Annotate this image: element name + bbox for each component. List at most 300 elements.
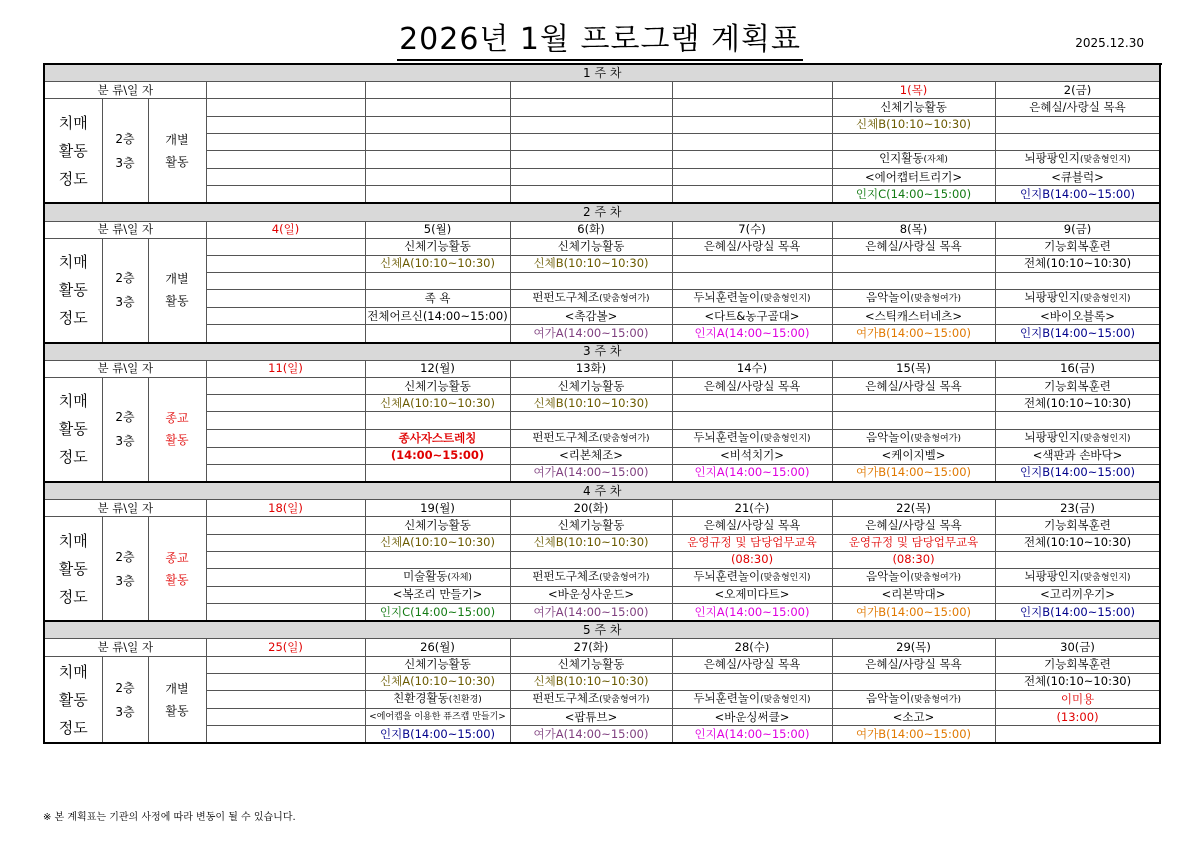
schedule-cell xyxy=(995,150,1160,168)
category-date-header: 분 류\일 자 xyxy=(44,82,206,99)
program-text: 신체B(10:10~10:30) xyxy=(533,256,649,271)
schedule-cell xyxy=(995,709,1160,726)
schedule-cell xyxy=(365,464,510,482)
program-text: 은혜실/사랑실 목욕 xyxy=(703,378,801,393)
activity-type-line: 종교 xyxy=(165,411,189,426)
activity-type-line: 활동 xyxy=(165,572,189,587)
program-text: 전체(10:10~10:30) xyxy=(1023,674,1132,689)
week-label: 5 주 차 xyxy=(44,621,1160,639)
schedule-cell xyxy=(206,395,365,412)
schedule-cell xyxy=(510,534,672,551)
schedule-cell xyxy=(672,378,832,395)
program-text: 친환경활동 xyxy=(393,691,449,705)
schedule-cell xyxy=(510,726,672,744)
schedule-cell xyxy=(510,168,672,185)
schedule-cell xyxy=(510,604,672,622)
schedule-row xyxy=(44,99,1160,116)
day-label: 6(화) xyxy=(510,221,672,238)
schedule-cell xyxy=(995,238,1160,255)
program-text: <소고> xyxy=(892,709,935,724)
week-label: 2 주 차 xyxy=(44,203,1160,221)
week-header-row xyxy=(44,482,1160,500)
activity-type-line: 활동 xyxy=(165,433,189,448)
program-text: 전체(10:10~10:30) xyxy=(1023,395,1132,410)
schedule-cell xyxy=(365,168,510,185)
schedule-cell xyxy=(206,133,365,150)
schedule-cell xyxy=(365,150,510,168)
schedule-cell xyxy=(365,568,510,586)
schedule-row xyxy=(44,673,1160,690)
schedule-cell xyxy=(510,186,672,204)
schedule-row xyxy=(44,429,1160,447)
schedule-cell xyxy=(672,116,832,133)
schedule-table xyxy=(43,63,1161,744)
program-text: 인지C(14:00~15:00) xyxy=(379,604,496,619)
category-line: 정도 xyxy=(58,587,88,606)
day-label: 16(금) xyxy=(995,360,1160,377)
program-text: 두뇌훈련놀이 xyxy=(693,691,761,705)
schedule-row xyxy=(44,290,1160,308)
page-title-text: 2026년 1월 프로그램 계획표 xyxy=(397,22,803,61)
schedule-cell xyxy=(365,255,510,272)
schedule-cell xyxy=(365,447,510,464)
day-label: 11(일) xyxy=(206,360,365,377)
schedule-cell xyxy=(672,517,832,534)
program-text: <색판과 손바닥> xyxy=(1032,448,1123,463)
schedule-cell xyxy=(832,691,995,709)
program-text: 전체(10:10~10:30) xyxy=(1023,256,1132,271)
day-label: 5(월) xyxy=(365,221,510,238)
schedule-cell xyxy=(365,604,510,622)
schedule-cell xyxy=(206,99,365,116)
schedule-cell xyxy=(365,273,510,290)
schedule-cell xyxy=(672,150,832,168)
program-text: 신체기능활동 xyxy=(557,239,625,254)
schedule-cell xyxy=(832,709,995,726)
schedule-row xyxy=(44,412,1160,429)
category-line: 치매 xyxy=(58,531,88,550)
schedule-cell xyxy=(365,99,510,116)
schedule-cell xyxy=(672,412,832,429)
schedule-cell xyxy=(510,464,672,482)
schedule-cell xyxy=(995,378,1160,395)
schedule-cell xyxy=(206,568,365,586)
floor-label xyxy=(102,99,148,203)
program-text: 인지A(14:00~15:00) xyxy=(694,465,810,480)
schedule-cell xyxy=(672,395,832,412)
program-text: 여가B(14:00~15:00) xyxy=(856,326,971,341)
program-text: 기능회복훈련 xyxy=(1044,657,1111,672)
schedule-cell xyxy=(365,186,510,204)
schedule-cell xyxy=(510,255,672,272)
category-date-header: 분 류\일 자 xyxy=(44,500,206,517)
program-text: 음악놀이 xyxy=(866,290,911,305)
day-label: 8(목) xyxy=(832,221,995,238)
schedule-cell xyxy=(206,551,365,568)
schedule-cell xyxy=(672,586,832,603)
schedule-cell xyxy=(206,604,365,622)
schedule-row xyxy=(44,726,1160,744)
program-text: 여가A(14:00~15:00) xyxy=(533,604,649,619)
schedule-cell xyxy=(995,691,1160,709)
floor-label xyxy=(102,656,148,743)
day-label: 7(수) xyxy=(672,221,832,238)
schedule-cell xyxy=(206,726,365,744)
day-label: 21(수) xyxy=(672,500,832,517)
program-text: 운영규정 및 담당업무교육 xyxy=(687,535,817,550)
schedule-cell xyxy=(510,656,672,673)
day-label: 29(목) xyxy=(832,639,995,656)
schedule-cell xyxy=(832,586,995,603)
schedule-cell xyxy=(832,150,995,168)
schedule-cell xyxy=(832,168,995,185)
program-text: 펀펀도구체조 xyxy=(532,691,600,705)
schedule-cell xyxy=(206,656,365,673)
schedule-cell xyxy=(365,656,510,673)
category-line: 치매 xyxy=(58,392,88,411)
schedule-cell xyxy=(510,238,672,255)
activity-type-label xyxy=(148,656,206,743)
day-header-row xyxy=(44,639,1160,656)
category-line: 치매 xyxy=(58,113,88,132)
schedule-cell xyxy=(672,534,832,551)
schedule-cell xyxy=(995,133,1160,150)
category-line: 활동 xyxy=(58,281,88,300)
program-text: 인지B(14:00~15:00) xyxy=(380,726,495,741)
schedule-cell xyxy=(672,133,832,150)
footnote: ※ 본 계획표는 기관의 사정에 따라 변동이 될 수 있습니다. xyxy=(43,812,296,823)
floor-line: 3층 xyxy=(115,573,135,588)
week-label: 1 주 차 xyxy=(44,64,1160,82)
program-tag: (맞춤형여가) xyxy=(910,294,961,305)
schedule-cell xyxy=(365,133,510,150)
schedule-cell xyxy=(995,551,1160,568)
schedule-cell xyxy=(832,116,995,133)
schedule-cell xyxy=(995,429,1160,447)
program-text: (08:30) xyxy=(892,552,935,567)
schedule-cell xyxy=(672,551,832,568)
schedule-cell xyxy=(510,325,672,343)
program-tag: (맞춤형인지) xyxy=(1080,572,1131,583)
schedule-cell xyxy=(206,673,365,690)
program-text: 은혜실/사랑실 목욕 xyxy=(865,378,962,393)
schedule-cell xyxy=(510,273,672,290)
program-text: 신체B(10:10~10:30) xyxy=(533,395,649,410)
program-text: 은혜실/사랑실 목욕 xyxy=(703,657,801,672)
activity-type-label xyxy=(148,517,206,621)
program-tag: (맞춤형여가) xyxy=(910,433,961,444)
floor-line: 3층 xyxy=(115,434,135,449)
floor-line: 2층 xyxy=(115,680,135,695)
program-text: <케이지벨> xyxy=(881,448,946,463)
schedule-cell xyxy=(206,534,365,551)
schedule-cell xyxy=(995,517,1160,534)
program-text: 인지B(14:00~15:00) xyxy=(1020,326,1135,341)
day-label: 1(목) xyxy=(832,82,995,99)
floor-label xyxy=(102,378,148,482)
program-text: 신체A(10:10~10:30) xyxy=(380,674,495,689)
activity-type-label xyxy=(148,378,206,482)
schedule-row xyxy=(44,464,1160,482)
schedule-cell xyxy=(672,325,832,343)
schedule-cell xyxy=(510,308,672,325)
schedule-cell xyxy=(995,273,1160,290)
schedule-cell xyxy=(672,604,832,622)
program-tag: (자체) xyxy=(923,154,948,165)
program-text: 인지B(14:00~15:00) xyxy=(1020,186,1135,201)
schedule-row xyxy=(44,517,1160,534)
schedule-cell xyxy=(510,447,672,464)
schedule-cell xyxy=(832,447,995,464)
program-text: 인지A(14:00~15:00) xyxy=(694,326,810,341)
program-text: 펀펀도구체조 xyxy=(532,568,600,583)
schedule-cell xyxy=(206,412,365,429)
program-tag: (맞춤형인지) xyxy=(1080,433,1131,444)
schedule-cell xyxy=(832,133,995,150)
program-tag: (맞춤형여가) xyxy=(910,695,961,705)
day-label: 12(월) xyxy=(365,360,510,377)
schedule-cell xyxy=(995,656,1160,673)
program-text: 신체A(10:10~10:30) xyxy=(380,535,495,550)
schedule-row xyxy=(44,534,1160,551)
day-header-row xyxy=(44,360,1160,377)
schedule-cell xyxy=(672,656,832,673)
category-line: 치매 xyxy=(58,253,88,272)
schedule-cell xyxy=(206,116,365,133)
program-text: 은혜실/사랑실 목욕 xyxy=(703,517,801,532)
category-date-header: 분 류\일 자 xyxy=(44,221,206,238)
program-text: <바운싱사운드> xyxy=(548,587,634,602)
schedule-cell xyxy=(365,429,510,447)
program-tag: (맞춤형인지) xyxy=(1080,294,1131,305)
schedule-cell xyxy=(832,429,995,447)
schedule-cell xyxy=(832,726,995,744)
program-text: 뇌팡팡인지 xyxy=(1024,290,1081,305)
category-line: 활동 xyxy=(58,690,88,709)
schedule-row xyxy=(44,133,1160,150)
program-text: 신체B(10:10~10:30) xyxy=(856,117,971,132)
program-tag: (맞춤형여가) xyxy=(599,695,650,705)
program-tag: (맞춤형여가) xyxy=(599,572,650,583)
schedule-cell xyxy=(995,673,1160,690)
program-tag: (맞춤형인지) xyxy=(760,433,811,444)
activity-type-label xyxy=(148,99,206,203)
schedule-cell xyxy=(206,325,365,343)
program-text: 신체기능활동 xyxy=(404,378,471,393)
schedule-cell xyxy=(672,447,832,464)
program-text: 두뇌훈련놀이 xyxy=(693,568,761,583)
floor-label xyxy=(102,238,148,342)
program-tag: (맞춤형인지) xyxy=(760,572,811,583)
schedule-cell xyxy=(365,534,510,551)
program-text: 인지B(14:00~15:00) xyxy=(1020,604,1135,619)
activity-type-line: 개별 xyxy=(165,681,189,696)
schedule-cell xyxy=(995,186,1160,204)
schedule-cell xyxy=(510,586,672,603)
program-text: 기능회복훈련 xyxy=(1044,239,1111,254)
day-header-row xyxy=(44,82,1160,99)
week-header-row xyxy=(44,343,1160,361)
category-date-header: 분 류\일 자 xyxy=(44,360,206,377)
day-label: 28(수) xyxy=(672,639,832,656)
activity-type-line: 활동 xyxy=(165,703,189,718)
program-text: 신체기능활동 xyxy=(880,99,947,114)
program-text: 신체B(10:10~10:30) xyxy=(533,674,649,689)
schedule-cell xyxy=(672,255,832,272)
program-text: 미술활동 xyxy=(403,568,448,583)
schedule-cell xyxy=(832,378,995,395)
program-text: 여가B(14:00~15:00) xyxy=(856,726,971,741)
schedule-cell xyxy=(672,429,832,447)
schedule-cell xyxy=(832,551,995,568)
day-label: 15(목) xyxy=(832,360,995,377)
schedule-row xyxy=(44,116,1160,133)
schedule-row xyxy=(44,568,1160,586)
program-text: 여가A(14:00~15:00) xyxy=(533,465,649,480)
schedule-row xyxy=(44,238,1160,255)
program-text: 뇌팡팡인지 xyxy=(1024,429,1081,444)
program-text: 은혜실/사랑실 목욕 xyxy=(703,239,801,254)
day-label: 30(금) xyxy=(995,639,1160,656)
schedule-cell xyxy=(995,726,1160,744)
schedule-cell xyxy=(995,534,1160,551)
schedule-cell xyxy=(206,186,365,204)
floor-line: 2층 xyxy=(115,549,135,564)
program-text: 신체A(10:10~10:30) xyxy=(380,256,495,271)
category-label xyxy=(44,656,102,743)
category-line: 활동 xyxy=(58,559,88,578)
day-header-row xyxy=(44,221,1160,238)
schedule-cell xyxy=(510,691,672,709)
schedule-cell xyxy=(365,551,510,568)
activity-type-label xyxy=(148,238,206,342)
schedule-cell xyxy=(672,273,832,290)
schedule-cell xyxy=(206,447,365,464)
program-text: 신체기능활동 xyxy=(404,657,471,672)
schedule-cell xyxy=(510,709,672,726)
schedule-cell xyxy=(206,273,365,290)
schedule-row xyxy=(44,255,1160,272)
program-text: 은혜실/사랑실 목욕 xyxy=(1029,99,1126,114)
category-label xyxy=(44,238,102,342)
schedule-cell xyxy=(206,378,365,395)
schedule-cell xyxy=(510,290,672,308)
schedule-cell xyxy=(832,255,995,272)
day-label xyxy=(206,82,365,99)
day-header-row xyxy=(44,500,1160,517)
schedule-cell xyxy=(995,290,1160,308)
day-label: 27(화) xyxy=(510,639,672,656)
program-text: 신체기능활동 xyxy=(557,517,625,532)
schedule-cell xyxy=(832,673,995,690)
program-text: <고리끼우기> xyxy=(1040,587,1115,602)
program-text: <팝튜브> xyxy=(564,709,618,724)
schedule-cell xyxy=(365,395,510,412)
schedule-cell xyxy=(206,464,365,482)
schedule-cell xyxy=(832,186,995,204)
category-date-header: 분 류\일 자 xyxy=(44,639,206,656)
program-text: 신체기능활동 xyxy=(557,657,625,672)
program-text: 인지A(14:00~15:00) xyxy=(694,726,810,741)
day-label xyxy=(365,82,510,99)
day-label: 14수) xyxy=(672,360,832,377)
category-line: 정도 xyxy=(58,309,88,328)
program-tag: (맞춤형인지) xyxy=(1080,154,1131,165)
category-line: 치매 xyxy=(58,662,88,681)
schedule-cell xyxy=(995,99,1160,116)
category-label xyxy=(44,378,102,482)
program-text: (08:30) xyxy=(730,552,774,567)
schedule-cell xyxy=(510,517,672,534)
schedule-row xyxy=(44,378,1160,395)
day-label: 4(일) xyxy=(206,221,365,238)
activity-type-line: 활동 xyxy=(165,154,189,169)
schedule-cell xyxy=(672,238,832,255)
program-text: 종사자스트레칭 xyxy=(398,430,477,445)
schedule-cell xyxy=(672,168,832,185)
schedule-cell xyxy=(672,290,832,308)
schedule-cell xyxy=(206,517,365,534)
program-text: 운영규정 및 담당업무교육 xyxy=(848,535,979,550)
schedule-cell xyxy=(510,116,672,133)
week-header-row xyxy=(44,621,1160,639)
page-title xyxy=(0,14,1200,58)
category-line: 활동 xyxy=(58,420,88,439)
schedule-row xyxy=(44,395,1160,412)
schedule-cell xyxy=(995,325,1160,343)
floor-line: 3층 xyxy=(115,155,135,170)
schedule-cell xyxy=(832,517,995,534)
schedule-cell xyxy=(365,325,510,343)
program-text: <오제미다트> xyxy=(714,587,790,602)
schedule-cell xyxy=(672,691,832,709)
floor-line: 2층 xyxy=(115,410,135,425)
day-label: 19(월) xyxy=(365,500,510,517)
program-text: 족 욕 xyxy=(424,291,451,306)
program-text: 이미용 xyxy=(1060,692,1095,706)
program-text: 여가A(14:00~15:00) xyxy=(533,726,649,741)
schedule-cell xyxy=(672,186,832,204)
schedule-cell xyxy=(995,447,1160,464)
schedule-cell xyxy=(832,325,995,343)
document-date: 2025.12.30 xyxy=(1075,36,1144,50)
program-text: 여가A(14:00~15:00) xyxy=(533,326,649,341)
category-line: 정도 xyxy=(58,169,88,188)
schedule-cell xyxy=(832,290,995,308)
schedule-cell xyxy=(365,116,510,133)
schedule-cell xyxy=(510,673,672,690)
program-text: 음악놀이 xyxy=(866,691,911,705)
schedule-cell xyxy=(672,709,832,726)
week-header-row xyxy=(44,203,1160,221)
schedule-cell xyxy=(672,99,832,116)
week-label: 3 주 차 xyxy=(44,343,1160,361)
schedule-cell xyxy=(365,709,510,726)
program-text: 인지A(14:00~15:00) xyxy=(694,604,810,619)
schedule-cell xyxy=(672,726,832,744)
program-text: <스틱캐스터네츠> xyxy=(864,308,963,323)
day-label: 22(목) xyxy=(832,500,995,517)
program-text: (14:00~15:00) xyxy=(390,448,485,463)
day-label xyxy=(510,82,672,99)
program-text: 인지활동 xyxy=(879,150,924,165)
schedule-cell xyxy=(672,464,832,482)
schedule-cell xyxy=(206,150,365,168)
program-text: 신체기능활동 xyxy=(404,517,471,532)
category-line: 정도 xyxy=(58,718,88,737)
schedule-cell xyxy=(365,378,510,395)
schedule-cell xyxy=(672,673,832,690)
